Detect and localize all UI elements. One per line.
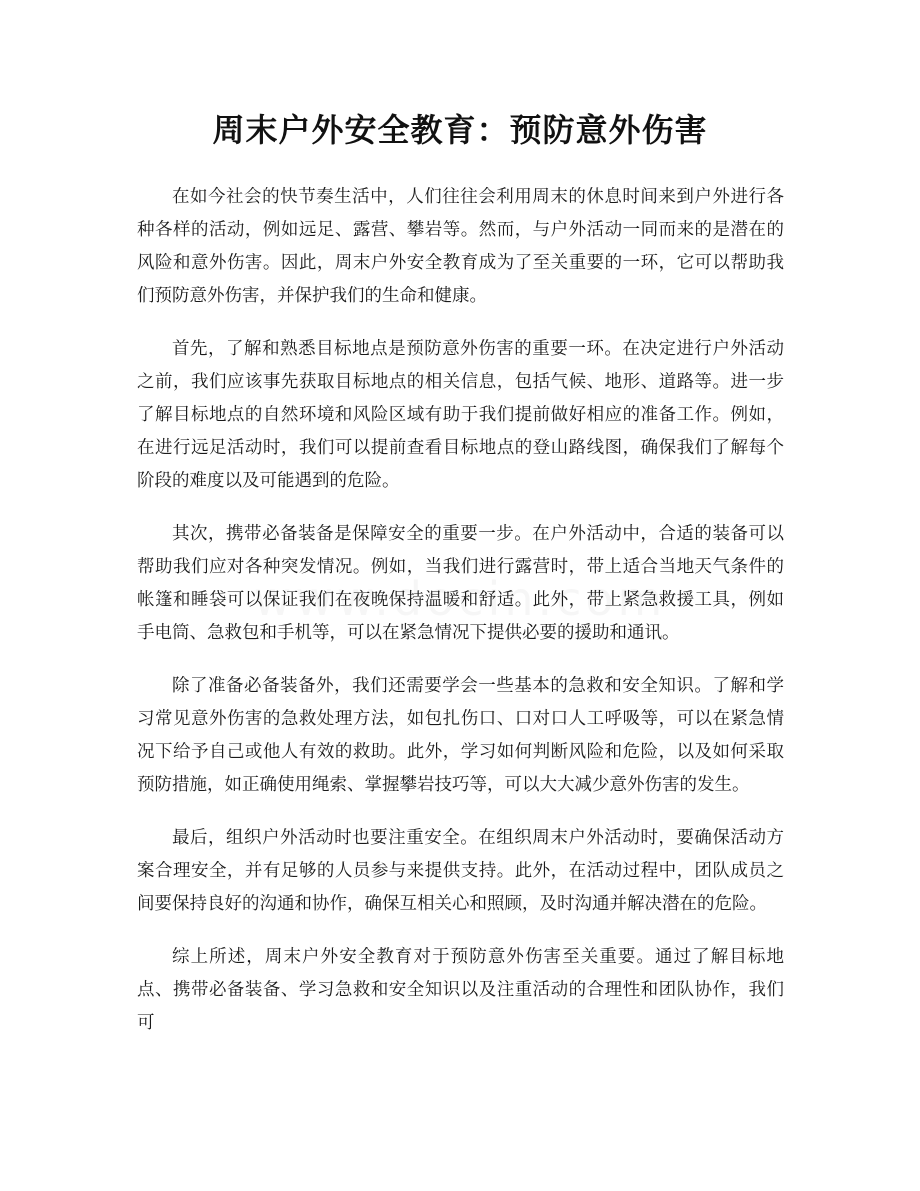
paragraph-3: 其次，携带必备装备是保障安全的重要一步。在户外活动中，合适的装备可以帮助我们应对各种突发情况。例如，当我们进行露营时，带上适合当地天气条件的帐篷和睡袋可以保证我们在夜晚保持温暖和舒适。此外，带上紧急救援工具，例如手电筒、急救包和手机等，可以在紧急情况下提供必要的援助和通讯。 bbox=[137, 524, 784, 643]
paragraph-1: 在如今社会的快节奏生活中，人们往往会利用周末的休息时间来到户外进行各种各样的活动，例如远足、露营、攀岩等。然而，与户外活动一同而来的是潜在的风险和意外伤害。因此，周末户外安全教育成为了至关重要的一环，它可以帮助我们预防意外伤害，并保护我们的生命和健康。 bbox=[137, 187, 784, 306]
paragraph-2: 首先，了解和熟悉目标地点是预防意外伤害的重要一环。在决定进行户外活动之前，我们应该事先获取目标地点的相关信息，包括气候、地形、道路等。进一步了解目标地点的自然环境和风险区域有助于我们提前做好相应的准备工作。例如，在进行远足活动时，我们可以提前查看目标地点的登山路线图，确保我们了解每个阶段的难度以及可能遇到的危险。 bbox=[137, 339, 784, 491]
paragraph-4: 除了准备必备装备外，我们还需要学会一些基本的急救和安全知识。了解和学习常见意外伤害的急救处理方法，如包扎伤口、口对口人工呼吸等，可以在紧急情况下给予自己或他人有效的救助。此外，学习如何判断风险和危险，以及如何采取预防措施，如正确使用绳索、掌握攀岩技巧等，可以大大减少意外伤害的发生。 bbox=[137, 676, 784, 795]
document-body bbox=[137, 181, 784, 1060]
paragraph-6: 综上所述，周末户外安全教育对于预防意外伤害至关重要。通过了解目标地点、携带必备装备、学习急救和安全知识以及注重活动的合理性和团队协作，我们可 bbox=[137, 947, 784, 1033]
paragraph-5: 最后，组织户外活动时也要注重安全。在组织周末户外活动时，要确保活动方案合理安全，并有足够的人员参与来提供支持。此外，在活动过程中，团队成员之间要保持良好的沟通和协作，确保互相关心和照顾，及时沟通并解决潜在的危险。 bbox=[137, 828, 784, 914]
document-title: 周末户外安全教育：预防意外伤害 bbox=[212, 111, 708, 149]
